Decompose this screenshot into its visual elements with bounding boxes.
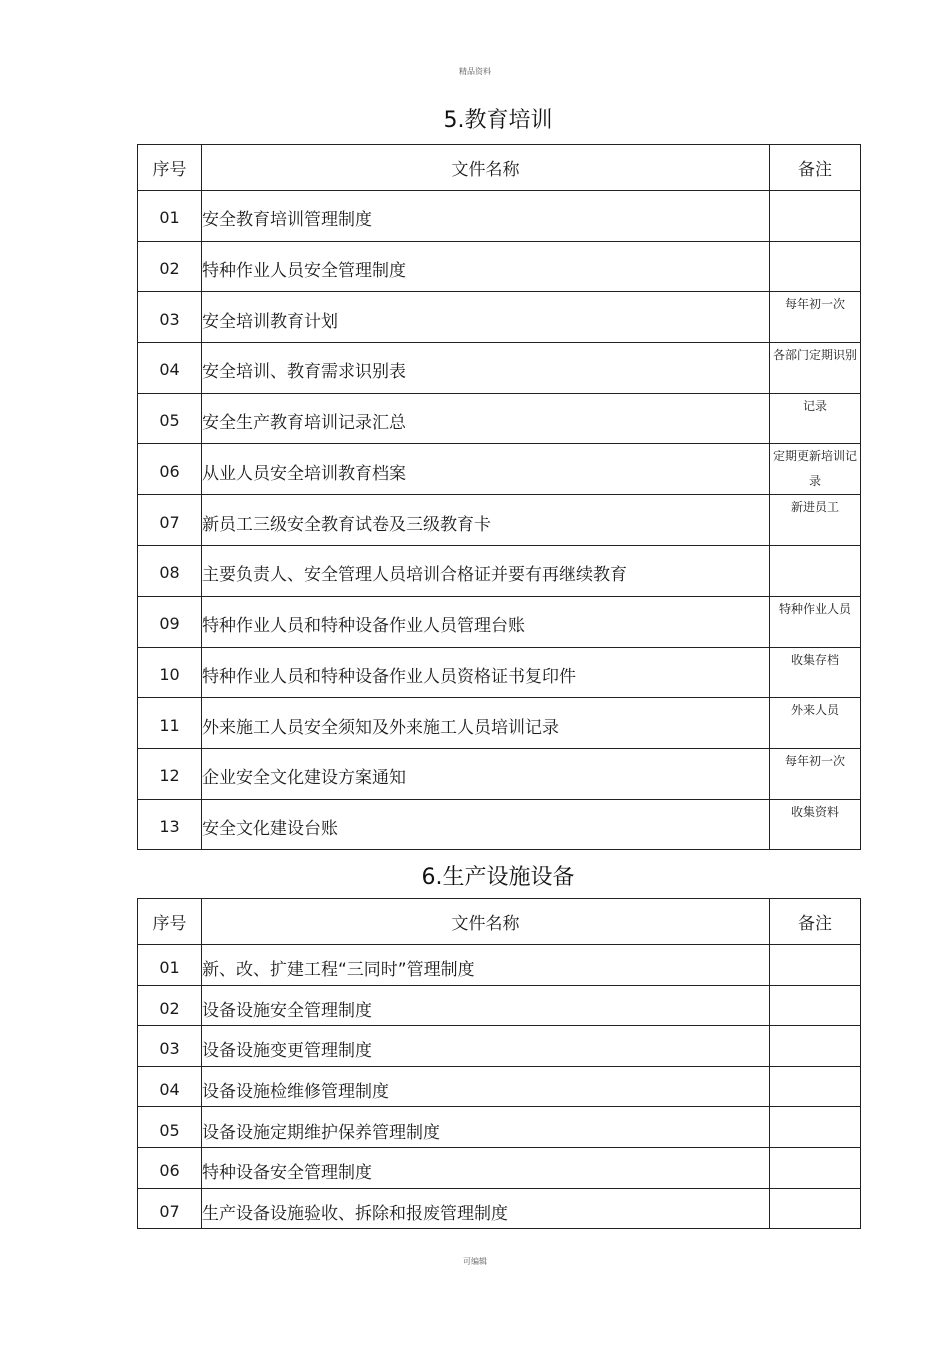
table-row [138, 393, 861, 444]
row-seq: 04 [138, 343, 202, 394]
row-seq: 04 [138, 1066, 202, 1107]
table-row [138, 1066, 861, 1107]
row-file-name: 主要负责人、安全管理人员培训合格证并要有再继续教育 [202, 546, 770, 597]
row-file-name: 安全培训教育计划 [202, 292, 770, 343]
education-training-table [137, 144, 861, 850]
row-note [770, 985, 861, 1026]
table-row [138, 444, 861, 495]
row-file-name: 新员工三级安全教育试卷及三级教育卡 [202, 495, 770, 546]
row-seq: 06 [138, 1147, 202, 1188]
table-row [138, 495, 861, 546]
row-note: 收集资料 [770, 799, 861, 850]
table-header-row [138, 145, 861, 191]
row-seq: 07 [138, 495, 202, 546]
row-file-name: 设备设施定期维护保养管理制度 [202, 1107, 770, 1148]
row-seq: 03 [138, 292, 202, 343]
row-seq: 02 [138, 241, 202, 292]
column-header-seq: 序号 [138, 899, 202, 945]
row-note [770, 1107, 861, 1148]
row-file-name: 外来施工人员安全须知及外来施工人员培训记录 [202, 698, 770, 749]
row-note: 定期更新培训记录 [770, 444, 861, 495]
row-file-name: 安全培训、教育需求识别表 [202, 343, 770, 394]
row-seq: 02 [138, 985, 202, 1026]
row-note: 特种作业人员 [770, 596, 861, 647]
row-seq: 10 [138, 647, 202, 698]
row-file-name: 设备设施安全管理制度 [202, 985, 770, 1026]
column-header-note: 备注 [770, 145, 861, 191]
row-file-name: 安全文化建设台账 [202, 799, 770, 850]
table-row [138, 1147, 861, 1188]
production-facilities-table [137, 898, 861, 1229]
column-header-note: 备注 [770, 899, 861, 945]
column-header-name: 文件名称 [202, 899, 770, 945]
row-file-name: 新、改、扩建工程“三同时”管理制度 [202, 945, 770, 986]
row-seq: 03 [138, 1026, 202, 1067]
table-row [138, 698, 861, 749]
row-seq: 06 [138, 444, 202, 495]
table-header-row [138, 899, 861, 945]
table-row [138, 1107, 861, 1148]
row-note: 新进员工 [770, 495, 861, 546]
table-row [138, 1026, 861, 1067]
row-file-name: 设备设施变更管理制度 [202, 1026, 770, 1067]
row-seq: 01 [138, 945, 202, 986]
row-seq: 01 [138, 191, 202, 242]
table-row [138, 1188, 861, 1229]
row-file-name: 特种作业人员和特种设备作业人员管理台账 [202, 596, 770, 647]
page-header: 精品资料 [459, 67, 491, 76]
column-header-seq: 序号 [138, 145, 202, 191]
table-row [138, 343, 861, 394]
row-note [770, 241, 861, 292]
table-row [138, 799, 861, 850]
row-note: 记录 [770, 393, 861, 444]
row-note: 每年初一次 [770, 292, 861, 343]
row-note [770, 546, 861, 597]
row-note: 每年初一次 [770, 748, 861, 799]
table-row [138, 241, 861, 292]
row-seq: 11 [138, 698, 202, 749]
row-file-name: 特种作业人员和特种设备作业人员资格证书复印件 [202, 647, 770, 698]
row-note: 各部门定期识别 [770, 343, 861, 394]
table-row [138, 191, 861, 242]
table-row [138, 292, 861, 343]
row-file-name: 安全教育培训管理制度 [202, 191, 770, 242]
section-title-education-training: 5.教育培训 [443, 108, 553, 133]
row-note: 收集存档 [770, 647, 861, 698]
row-seq: 07 [138, 1188, 202, 1229]
table-row [138, 985, 861, 1026]
row-note [770, 945, 861, 986]
row-note [770, 191, 861, 242]
section-title-production-facilities: 6.生产设施设备 [421, 865, 575, 890]
page-footer: 可编辑 [463, 1257, 487, 1266]
row-seq: 05 [138, 393, 202, 444]
row-note [770, 1188, 861, 1229]
row-seq: 05 [138, 1107, 202, 1148]
row-seq: 13 [138, 799, 202, 850]
row-file-name: 企业安全文化建设方案通知 [202, 748, 770, 799]
row-file-name: 特种设备安全管理制度 [202, 1147, 770, 1188]
table-row [138, 546, 861, 597]
row-file-name: 从业人员安全培训教育档案 [202, 444, 770, 495]
row-note: 外来人员 [770, 698, 861, 749]
row-note [770, 1147, 861, 1188]
table-row [138, 647, 861, 698]
table-row [138, 748, 861, 799]
column-header-name: 文件名称 [202, 145, 770, 191]
row-seq: 12 [138, 748, 202, 799]
row-file-name: 特种作业人员安全管理制度 [202, 241, 770, 292]
row-file-name: 安全生产教育培训记录汇总 [202, 393, 770, 444]
table-row [138, 596, 861, 647]
table-row [138, 945, 861, 986]
row-file-name: 设备设施检维修管理制度 [202, 1066, 770, 1107]
row-seq: 08 [138, 546, 202, 597]
row-note [770, 1026, 861, 1067]
row-file-name: 生产设备设施验收、拆除和报废管理制度 [202, 1188, 770, 1229]
row-seq: 09 [138, 596, 202, 647]
row-note [770, 1066, 861, 1107]
